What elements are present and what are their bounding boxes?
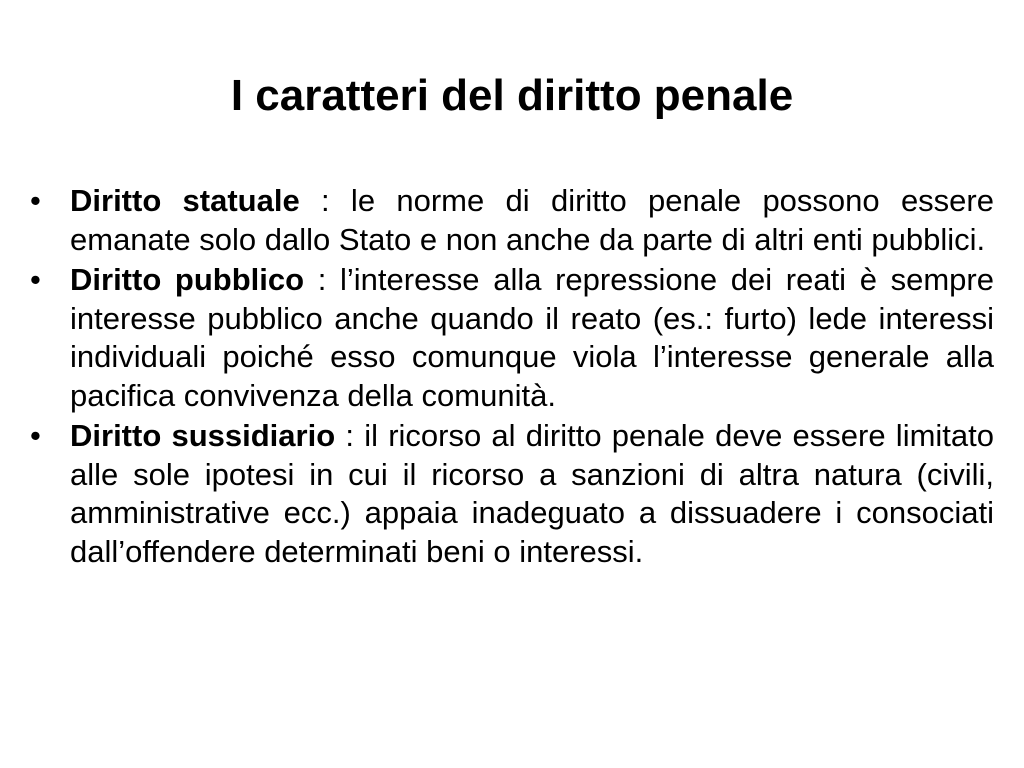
bullet-term: Diritto sussidiario — [70, 418, 336, 453]
bullet-icon: • — [30, 262, 41, 297]
bullet-item-diritto-statuale — [30, 182, 994, 259]
bullet-text: : l’interesse alla repressione dei reati è sempre interesse pubblico anche quando il reato (es.: furto) lede interessi individuali poiché esso comunque viola l’interesse generale alla pacifica convivenza della comunità. — [70, 262, 994, 413]
bullet-text: : il ricorso al diritto penale deve essere limitato alle sole ipotesi in cui il ricorso a sanzioni di altra natura (civili, amministrative ecc.) appaia inadeguato a dissuadere i consociati dall’offendere determinati beni o interessi. — [70, 418, 994, 569]
bullet-term: Diritto statuale — [70, 183, 300, 218]
slide-title: I caratteri del diritto penale — [230, 71, 794, 120]
bullet-text: : le norme di diritto penale possono essere emanate solo dallo Stato e non anche da parte di altri enti pubblici. — [70, 183, 994, 257]
bullet-list — [30, 182, 994, 573]
bullet-icon: • — [30, 418, 41, 453]
bullet-item-diritto-pubblico — [30, 261, 994, 415]
bullet-item-diritto-sussidiario — [30, 417, 994, 571]
bullet-term: Diritto pubblico — [70, 262, 305, 297]
bullet-icon: • — [30, 183, 41, 218]
